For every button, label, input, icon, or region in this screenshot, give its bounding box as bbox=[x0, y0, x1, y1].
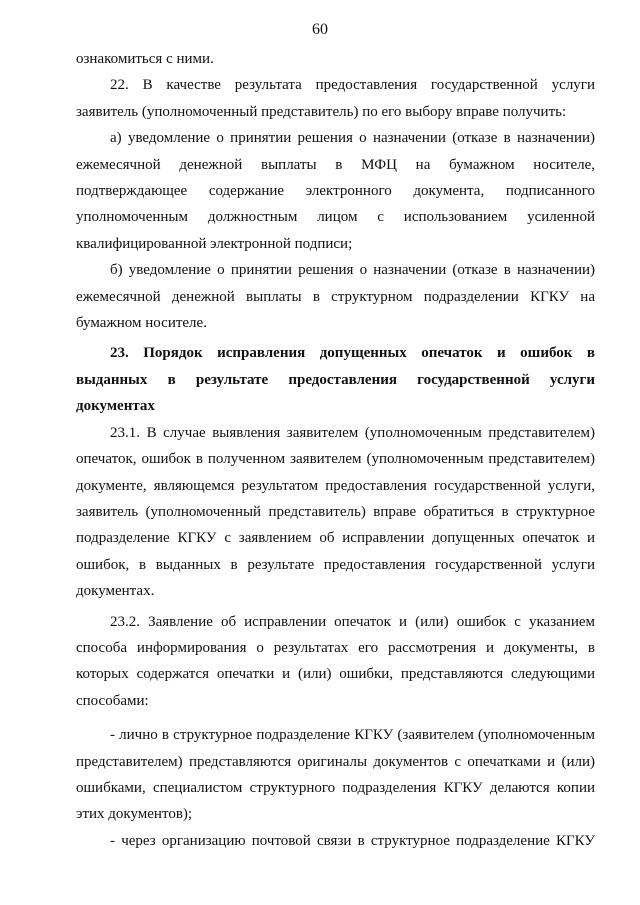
paragraph-22b: б) уведомление о принятии решения о назначении (отказе в назначении) ежемесячной денежной выплаты в структурном подразделении КГКУ на бумажном носителе. bbox=[76, 262, 595, 332]
section-heading-23: 23. Порядок исправления допущенных опечаток и ошибок в выданных в результате предоставления государственной услуги документах bbox=[76, 345, 595, 415]
paragraph-22: 22. В качестве результата предоставления государственной услуги заявитель (уполномоченный представитель) по его выбору вправе получить: bbox=[76, 77, 595, 120]
paragraph-23-2: 23.2. Заявление об исправлении опечаток и (или) ошибок с указанием способа информирования о результатах его рассмотрения и документы, в которых содержатся опечатки и (или) ошибки, представляются следующими способами: bbox=[76, 613, 595, 709]
document-body bbox=[76, 46, 595, 854]
list-item-in-person: - лично в структурное подразделение КГКУ (заявителем (уполномоченным представителем) представляются оригиналы документов с опечатками и (или) ошибками, специалистом структурного подразделения КГКУ делаются копии этих документов); bbox=[76, 727, 595, 823]
paragraph-22a: а) уведомление о принятии решения о назначении (отказе в назначении) ежемесячной денежной выплаты в МФЦ на бумажном носителе, подтверждающее содержание электронного документа, подписанного уполномоченным должностным лицом с использованием усиленной квалифицированной электронной подписи; bbox=[76, 130, 595, 252]
paragraph-23-1: 23.1. В случае выявления заявителем (уполномоченным представителем) опечаток, ошибок в полученном заявителем (уполномоченным представителем) документе, являющемся результатом предоставления государственной услуги, заявитель (уполномоченный представитель) вправе обратиться в структурное подразделение КГКУ с заявлением об исправлении допущенных опечаток и ошибок, в выданных в результате предоставления государственной услуги документах. bbox=[76, 424, 595, 600]
paragraph-continuation: ознакомиться с ними. bbox=[76, 51, 214, 67]
list-item-by-post: - через организацию почтовой связи в структурное подразделение КГКУ bbox=[110, 832, 595, 849]
page-number: 60 bbox=[312, 21, 328, 38]
